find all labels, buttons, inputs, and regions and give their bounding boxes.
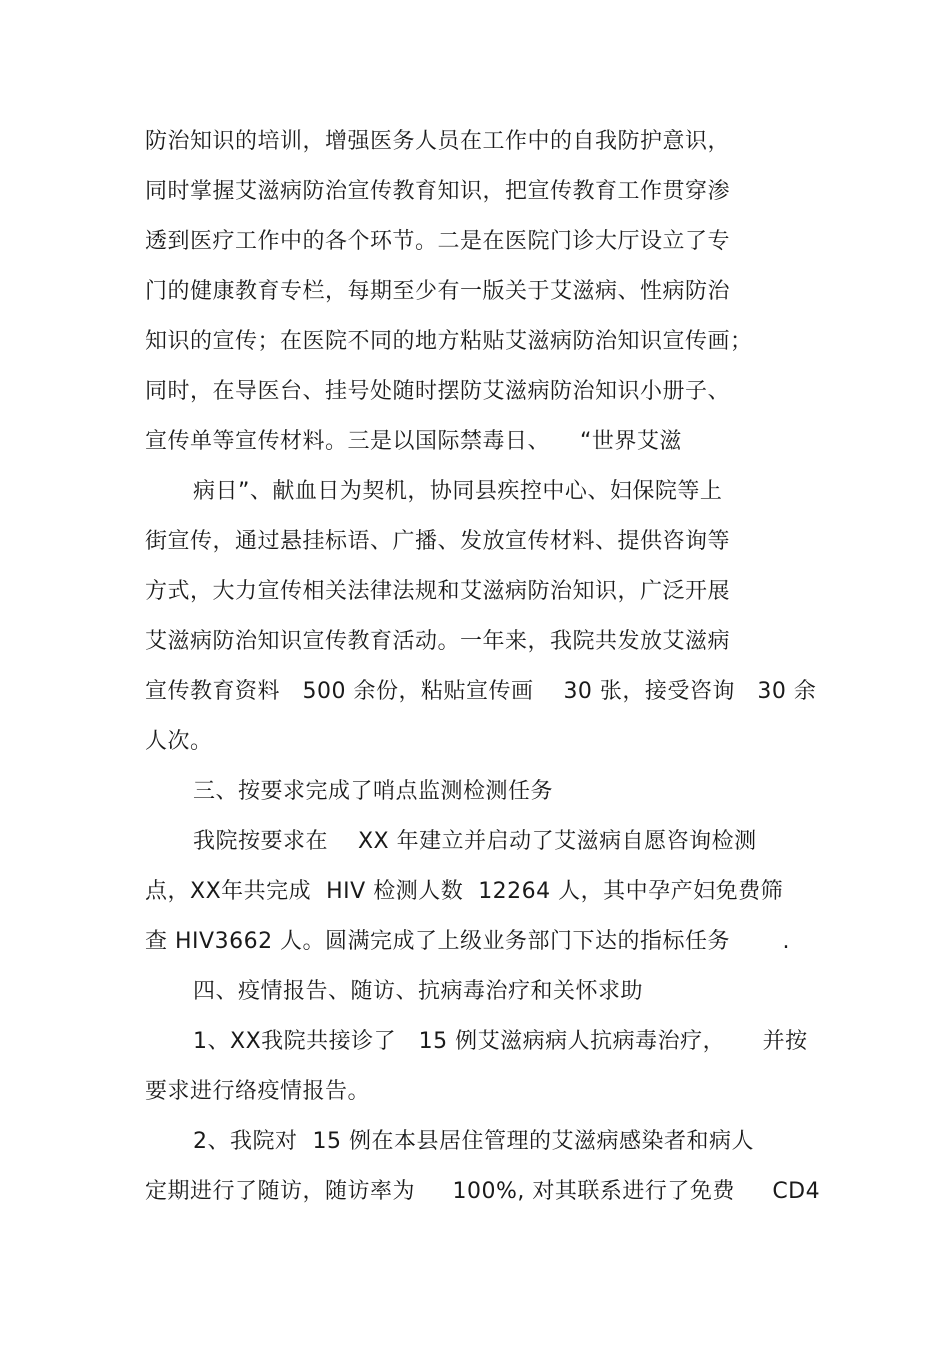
text-line-20: 要求进行络疫情报告。 xyxy=(145,1079,371,1104)
text-line-17: 查 HIV3662 人。圆满完成了上级业务部门下达的指标任务 . xyxy=(145,929,791,954)
text-line-19: 1、XX我院共接诊了 15 例艾滋病病人抗病毒治疗， 并按 xyxy=(193,1029,808,1054)
text-line-2: 同时掌握艾滋病防治宣传教育知识，把宣传教育工作贯穿渗 xyxy=(145,179,731,204)
text-line-8: 病日”、献血日为契机，协同县疾控中心、妇保院等上 xyxy=(193,479,723,504)
text-line-9: 街宣传，通过悬挂标语、广播、发放宣传材料、提供咨询等 xyxy=(145,529,731,554)
text-line-4: 门的健康教育专栏，每期至少有一版关于艾滋病、性病防治 xyxy=(145,279,731,304)
text-line-1: 防治知识的培训，增强医务人员在工作中的自我防护意识， xyxy=(145,129,731,154)
text-line-11: 艾滋病防治知识宣传教育活动。一年来，我院共发放艾滋病 xyxy=(145,629,731,654)
text-line-13: 人次。 xyxy=(145,729,213,754)
text-line-3: 透到医疗工作中的各个环节。二是在医院门诊大厅设立了专 xyxy=(145,229,731,254)
text-line-15: 我院按要求在 XX 年建立并启动了艾滋病自愿咨询检测 xyxy=(193,829,757,854)
text-line-6: 同时，在导医台、挂号处随时摆防艾滋病防治知识小册子、 xyxy=(145,379,731,404)
text-line-16: 点，XX年共完成 HIV 检测人数 12264 人，其中孕产妇免费筛 xyxy=(145,879,784,904)
text-line-10: 方式，大力宣传相关法律法规和艾滋病防治知识，广泛开展 xyxy=(145,579,731,604)
text-line-5: 知识的宣传；在医院不同的地方粘贴艾滋病防治知识宣传画； xyxy=(145,329,753,354)
section-heading-3: 三、按要求完成了哨点监测检测任务 xyxy=(193,779,554,804)
text-line-7: 宣传单等宣传材料。三是以国际禁毒日、 “世界艾滋 xyxy=(145,429,682,454)
text-line-21: 2、我院对 15 例在本县居住管理的艾滋病感染者和病人 xyxy=(193,1129,754,1154)
text-line-12: 宣传教育资料 500 余份，粘贴宣传画 30 张，接受咨询 30 余 xyxy=(145,679,817,704)
text-line-22: 定期进行了随访，随访率为 100%, 对其联系进行了免费 CD4 xyxy=(145,1179,821,1204)
section-heading-4: 四、疫情报告、随访、抗病毒治疗和关怀求助 xyxy=(193,979,644,1004)
